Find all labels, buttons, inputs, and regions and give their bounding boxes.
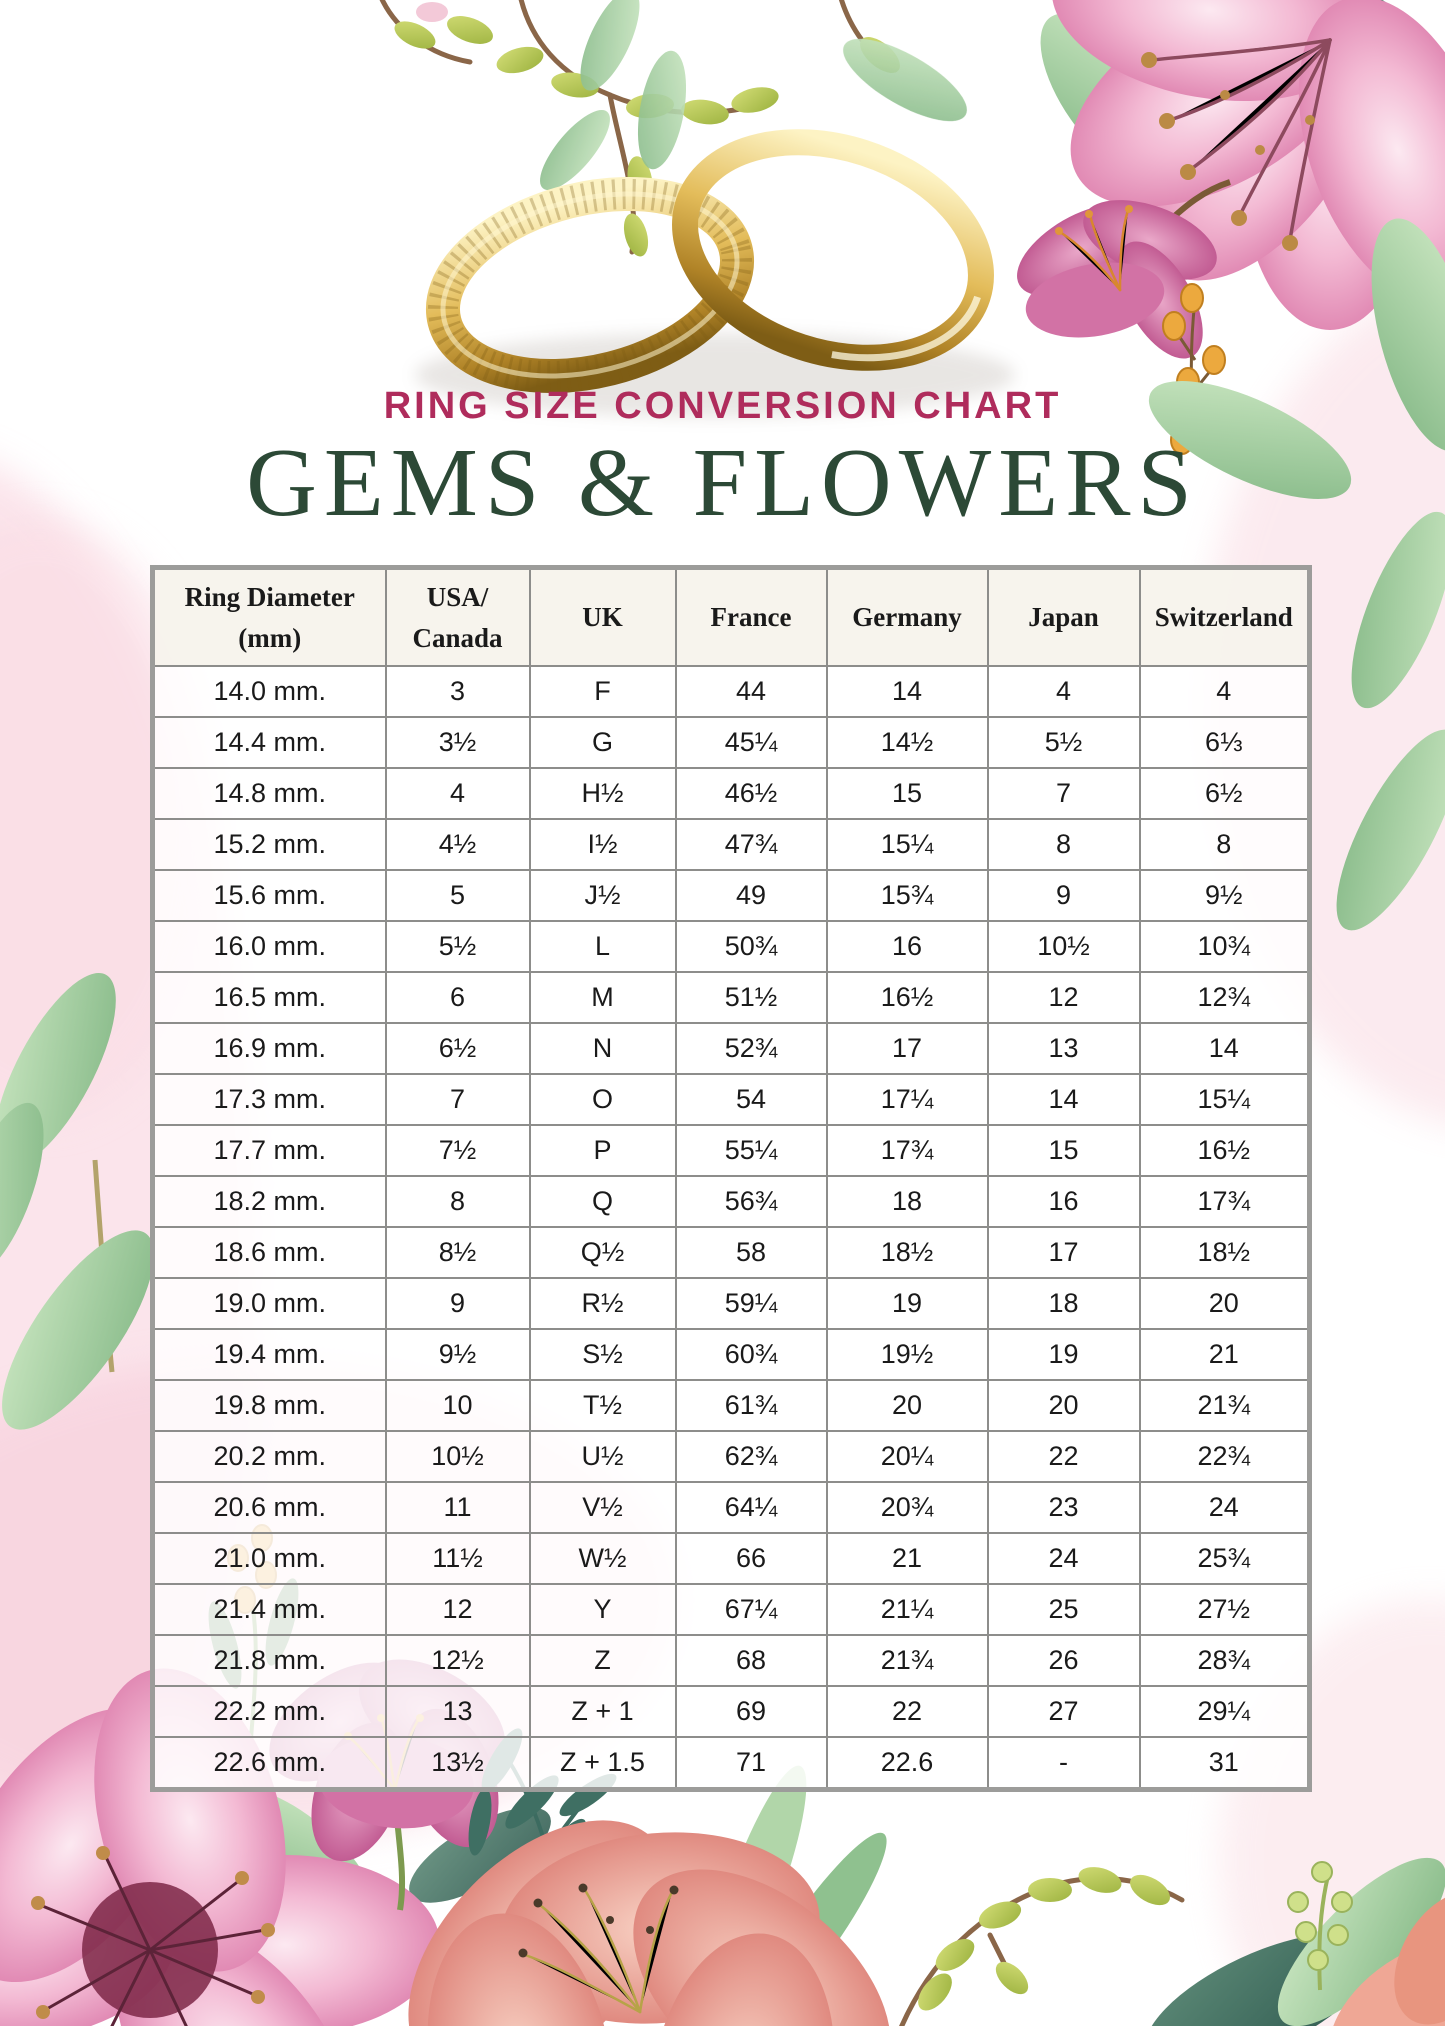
size-value-cell: 18 — [827, 1176, 988, 1227]
size-value-cell: T½ — [530, 1380, 676, 1431]
table-row — [153, 666, 1310, 717]
size-value-cell: 27 — [988, 1686, 1140, 1737]
size-value-cell: 67¼ — [676, 1584, 827, 1635]
size-value-cell: 10¾ — [1140, 921, 1310, 972]
size-value-cell: Q — [530, 1176, 676, 1227]
size-value-cell: 5 — [386, 870, 530, 921]
size-value-cell: 24 — [988, 1533, 1140, 1584]
size-value-cell: 31 — [1140, 1737, 1310, 1790]
size-value-cell: Z — [530, 1635, 676, 1686]
size-value-cell: 7½ — [386, 1125, 530, 1176]
size-value-cell: 12 — [988, 972, 1140, 1023]
table-row — [153, 972, 1310, 1023]
size-value-cell: 15¼ — [827, 819, 988, 870]
size-value-cell: 6½ — [386, 1023, 530, 1074]
size-value-cell: 5½ — [386, 921, 530, 972]
size-value-cell: Q½ — [530, 1227, 676, 1278]
table-row — [153, 1737, 1310, 1790]
size-value-cell: Y — [530, 1584, 676, 1635]
column-header: USA/ Canada — [386, 568, 530, 667]
size-value-cell: 9 — [988, 870, 1140, 921]
size-value-cell: - — [988, 1737, 1140, 1790]
table-row — [153, 1380, 1310, 1431]
size-value-cell: 15 — [988, 1125, 1140, 1176]
size-value-cell: 12½ — [386, 1635, 530, 1686]
size-value-cell: 22.6 — [827, 1737, 988, 1790]
size-value-cell: 21 — [1140, 1329, 1310, 1380]
size-value-cell: 69 — [676, 1686, 827, 1737]
size-value-cell: 64¼ — [676, 1482, 827, 1533]
size-value-cell: 3 — [386, 666, 530, 717]
ring-diameter-cell: 14.8 mm. — [153, 768, 386, 819]
ring-diameter-cell: 19.0 mm. — [153, 1278, 386, 1329]
ring-diameter-cell: 21.8 mm. — [153, 1635, 386, 1686]
olive-branch-bottom-icon — [900, 1863, 1182, 2026]
size-value-cell: 56¾ — [676, 1176, 827, 1227]
size-value-cell: 3½ — [386, 717, 530, 768]
size-value-cell: 9 — [386, 1278, 530, 1329]
column-header: Japan — [988, 568, 1140, 667]
table-row — [153, 819, 1310, 870]
size-value-cell: 7 — [386, 1074, 530, 1125]
size-value-cell: 8 — [386, 1176, 530, 1227]
table-row — [153, 1533, 1310, 1584]
size-value-cell: 19½ — [827, 1329, 988, 1380]
size-value-cell: 28¾ — [1140, 1635, 1310, 1686]
size-value-cell: 6⅓ — [1140, 717, 1310, 768]
size-value-cell: 46½ — [676, 768, 827, 819]
table-row — [153, 1635, 1310, 1686]
size-value-cell: 21¾ — [1140, 1380, 1310, 1431]
size-value-cell: 24 — [1140, 1482, 1310, 1533]
size-value-cell: 15 — [827, 768, 988, 819]
size-value-cell: 10½ — [988, 921, 1140, 972]
size-value-cell: 21¼ — [827, 1584, 988, 1635]
size-value-cell: H½ — [530, 768, 676, 819]
size-value-cell: 58 — [676, 1227, 827, 1278]
size-value-cell: 20¾ — [827, 1482, 988, 1533]
size-value-cell: 29¼ — [1140, 1686, 1310, 1737]
table-header-row — [153, 568, 1310, 667]
ring-diameter-cell: 18.6 mm. — [153, 1227, 386, 1278]
size-value-cell: Z + 1 — [530, 1686, 676, 1737]
size-value-cell: 17¾ — [1140, 1176, 1310, 1227]
ring-diameter-cell: 16.5 mm. — [153, 972, 386, 1023]
gold-wedding-rings-icon — [415, 106, 1015, 417]
table-row — [153, 1176, 1310, 1227]
ring-diameter-cell: 17.7 mm. — [153, 1125, 386, 1176]
size-value-cell: 13 — [988, 1023, 1140, 1074]
size-value-cell: 14 — [988, 1074, 1140, 1125]
size-value-cell: 23 — [988, 1482, 1140, 1533]
size-value-cell: 8 — [988, 819, 1140, 870]
column-header: France — [676, 568, 827, 667]
size-value-cell: 4 — [386, 768, 530, 819]
size-value-cell: M — [530, 972, 676, 1023]
ring-diameter-cell: 20.6 mm. — [153, 1482, 386, 1533]
size-value-cell: G — [530, 717, 676, 768]
ring-diameter-cell: 20.2 mm. — [153, 1431, 386, 1482]
size-value-cell: 8 — [1140, 819, 1310, 870]
ring-diameter-cell: 15.2 mm. — [153, 819, 386, 870]
size-value-cell: 18 — [988, 1278, 1140, 1329]
size-value-cell: 25¾ — [1140, 1533, 1310, 1584]
size-value-cell: W½ — [530, 1533, 676, 1584]
size-value-cell: 45¼ — [676, 717, 827, 768]
size-value-cell: 15¼ — [1140, 1074, 1310, 1125]
size-value-cell: Z + 1.5 — [530, 1737, 676, 1790]
table-row — [153, 921, 1310, 972]
table-row — [153, 1023, 1310, 1074]
size-value-cell: 13 — [386, 1686, 530, 1737]
size-value-cell: 26 — [988, 1635, 1140, 1686]
size-value-cell: 25 — [988, 1584, 1140, 1635]
ring-diameter-cell: 18.2 mm. — [153, 1176, 386, 1227]
column-header: UK — [530, 568, 676, 667]
table-row — [153, 1074, 1310, 1125]
size-value-cell: 11½ — [386, 1533, 530, 1584]
size-value-cell: 15¾ — [827, 870, 988, 921]
size-value-cell: U½ — [530, 1431, 676, 1482]
size-value-cell: 68 — [676, 1635, 827, 1686]
ring-diameter-cell: 22.6 mm. — [153, 1737, 386, 1790]
table-row — [153, 717, 1310, 768]
size-value-cell: 10 — [386, 1380, 530, 1431]
size-value-cell: J½ — [530, 870, 676, 921]
size-value-cell: 49 — [676, 870, 827, 921]
size-value-cell: 17¼ — [827, 1074, 988, 1125]
size-value-cell: 52¾ — [676, 1023, 827, 1074]
size-value-cell: 22 — [827, 1686, 988, 1737]
size-value-cell: 20 — [1140, 1278, 1310, 1329]
size-value-cell: 50¾ — [676, 921, 827, 972]
chart-subtitle: RING SIZE CONVERSION CHART — [383, 385, 1062, 427]
column-header: Germany — [827, 568, 988, 667]
size-value-cell: 22¾ — [1140, 1431, 1310, 1482]
size-value-cell: 6 — [386, 972, 530, 1023]
ring-diameter-cell: 22.2 mm. — [153, 1686, 386, 1737]
table-row — [153, 1431, 1310, 1482]
size-value-cell: 4 — [988, 666, 1140, 717]
size-value-cell: 16 — [827, 921, 988, 972]
table-row — [153, 1329, 1310, 1380]
size-value-cell: 20¼ — [827, 1431, 988, 1482]
size-value-cell: 71 — [676, 1737, 827, 1790]
ring-diameter-cell: 16.0 mm. — [153, 921, 386, 972]
size-value-cell: 44 — [676, 666, 827, 717]
size-value-cell: 17 — [827, 1023, 988, 1074]
table-body — [153, 666, 1310, 1790]
column-header: Switzerland — [1140, 568, 1310, 667]
size-value-cell: 19 — [827, 1278, 988, 1329]
size-value-cell: L — [530, 921, 676, 972]
table-row — [153, 1482, 1310, 1533]
ring-diameter-cell: 14.4 mm. — [153, 717, 386, 768]
size-value-cell: 14 — [827, 666, 988, 717]
size-value-cell: 16½ — [827, 972, 988, 1023]
size-value-cell: 16 — [988, 1176, 1140, 1227]
size-value-cell: R½ — [530, 1278, 676, 1329]
ring-diameter-cell: 19.8 mm. — [153, 1380, 386, 1431]
size-value-cell: 7 — [988, 768, 1140, 819]
size-value-cell: 20 — [988, 1380, 1140, 1431]
size-value-cell: 4 — [1140, 666, 1310, 717]
ring-size-conversion-table — [150, 565, 1312, 1792]
size-value-cell: 4½ — [386, 819, 530, 870]
table-row — [153, 1278, 1310, 1329]
size-value-cell: P — [530, 1125, 676, 1176]
size-value-cell: 5½ — [988, 717, 1140, 768]
size-value-cell: 21¾ — [827, 1635, 988, 1686]
size-value-cell: 19 — [988, 1329, 1140, 1380]
size-value-cell: 17 — [988, 1227, 1140, 1278]
table-row — [153, 1584, 1310, 1635]
column-header: Ring Diameter (mm) — [153, 568, 386, 667]
brand-title: GEMS & FLOWERS — [246, 428, 1199, 537]
size-value-cell: O — [530, 1074, 676, 1125]
size-value-cell: 8½ — [386, 1227, 530, 1278]
size-value-cell: 59¼ — [676, 1278, 827, 1329]
size-value-cell: F — [530, 666, 676, 717]
ring-diameter-cell: 17.3 mm. — [153, 1074, 386, 1125]
size-value-cell: V½ — [530, 1482, 676, 1533]
ring-diameter-cell: 21.0 mm. — [153, 1533, 386, 1584]
size-value-cell: N — [530, 1023, 676, 1074]
size-value-cell: I½ — [530, 819, 676, 870]
size-value-cell: 14½ — [827, 717, 988, 768]
size-value-cell: 61¾ — [676, 1380, 827, 1431]
size-value-cell: 11 — [386, 1482, 530, 1533]
size-value-cell: 18½ — [827, 1227, 988, 1278]
table-row — [153, 768, 1310, 819]
size-value-cell: 9½ — [1140, 870, 1310, 921]
size-value-cell: 18½ — [1140, 1227, 1310, 1278]
ring-diameter-cell: 14.0 mm. — [153, 666, 386, 717]
size-value-cell: 12¾ — [1140, 972, 1310, 1023]
ring-diameter-cell: 19.4 mm. — [153, 1329, 386, 1380]
size-value-cell: 16½ — [1140, 1125, 1310, 1176]
size-value-cell: 21 — [827, 1533, 988, 1584]
table-row — [153, 1686, 1310, 1737]
size-value-cell: 22 — [988, 1431, 1140, 1482]
size-value-cell: 66 — [676, 1533, 827, 1584]
size-value-cell: S½ — [530, 1329, 676, 1380]
table-row — [153, 1227, 1310, 1278]
ring-diameter-cell: 16.9 mm. — [153, 1023, 386, 1074]
size-value-cell: 20 — [827, 1380, 988, 1431]
size-value-cell: 27½ — [1140, 1584, 1310, 1635]
size-value-cell: 51½ — [676, 972, 827, 1023]
size-value-cell: 9½ — [386, 1329, 530, 1380]
ring-diameter-cell: 15.6 mm. — [153, 870, 386, 921]
size-value-cell: 6½ — [1140, 768, 1310, 819]
table-row — [153, 870, 1310, 921]
size-value-cell: 62¾ — [676, 1431, 827, 1482]
size-value-cell: 17¾ — [827, 1125, 988, 1176]
table-row — [153, 1125, 1310, 1176]
size-value-cell: 14 — [1140, 1023, 1310, 1074]
size-value-cell: 12 — [386, 1584, 530, 1635]
size-value-cell: 54 — [676, 1074, 827, 1125]
size-value-cell: 47¾ — [676, 819, 827, 870]
ring-diameter-cell: 21.4 mm. — [153, 1584, 386, 1635]
size-value-cell: 55¼ — [676, 1125, 827, 1176]
size-value-cell: 10½ — [386, 1431, 530, 1482]
size-value-cell: 13½ — [386, 1737, 530, 1790]
size-value-cell: 60¾ — [676, 1329, 827, 1380]
